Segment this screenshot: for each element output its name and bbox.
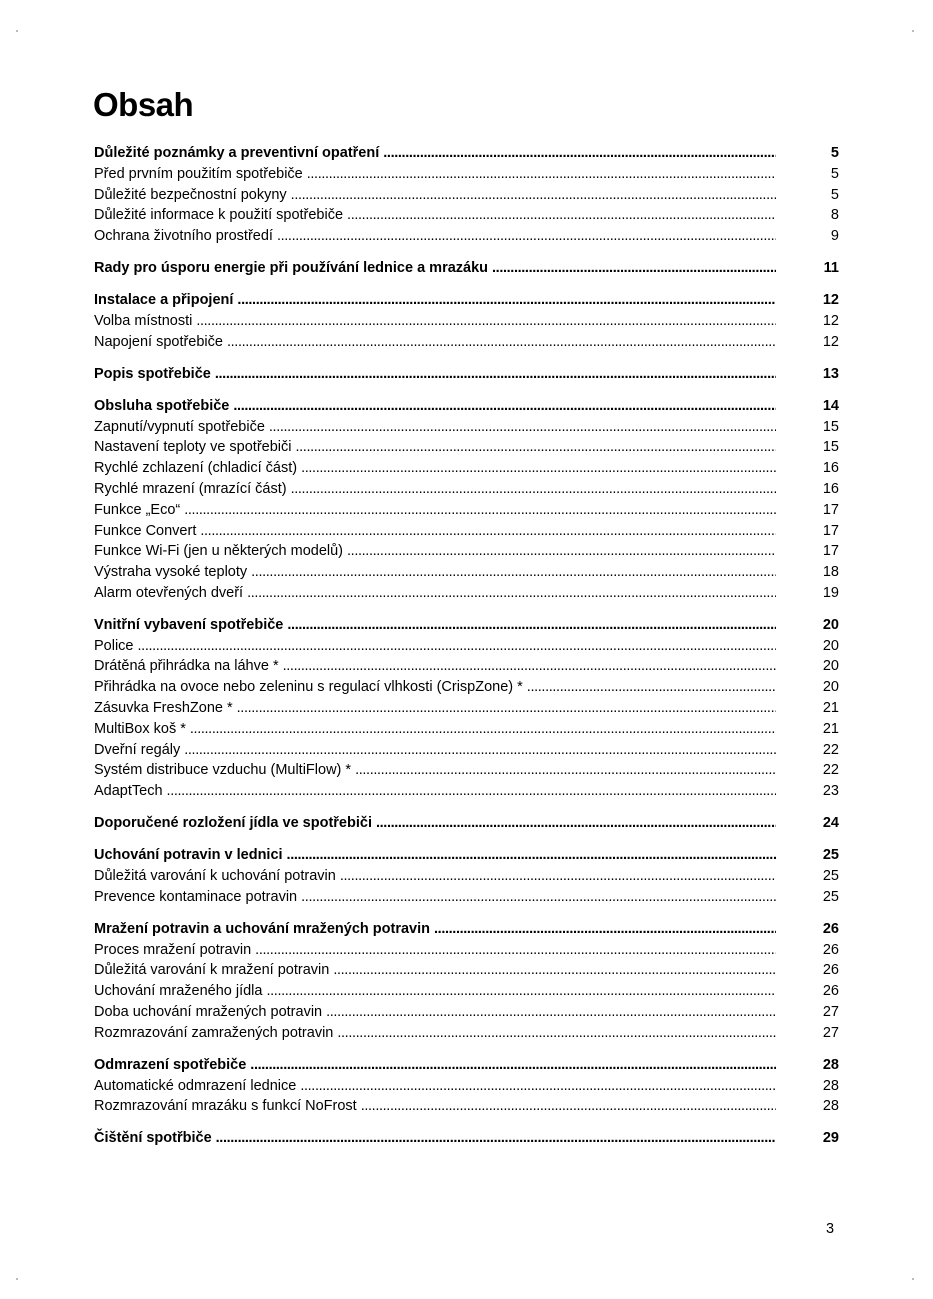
entry-page: 15: [822, 439, 839, 456]
toc-entry[interactable]: [94, 164, 839, 185]
toc-section: [94, 615, 839, 802]
entry-title: Doporučené rozložení jídla ve spotřebiči: [94, 815, 372, 832]
entry-page: 20: [822, 616, 839, 633]
dot-leader: [492, 258, 776, 279]
entry-title: Čištění spotřbiče: [94, 1130, 212, 1147]
entry-title: Uchování mraženého jídla: [94, 983, 263, 1000]
toc-chapter[interactable]: [94, 813, 839, 834]
entry-page: 15: [822, 418, 839, 435]
toc-entry[interactable]: [94, 437, 839, 458]
toc-entry[interactable]: [94, 866, 839, 887]
entry-page: 22: [822, 741, 839, 758]
toc-entry[interactable]: [94, 1096, 839, 1117]
dot-leader: [277, 226, 776, 247]
toc-section: [94, 845, 839, 907]
dot-leader: [283, 656, 776, 677]
entry-page: 26: [822, 962, 839, 979]
entry-title: MultiBox koš *: [94, 720, 186, 737]
dot-leader: [376, 813, 776, 834]
entry-page: 22: [822, 762, 839, 779]
toc-section: [94, 396, 839, 604]
toc-chapter[interactable]: [94, 1128, 839, 1149]
toc-section: [94, 290, 839, 352]
entry-title: Před prvním použitím spotřebiče: [94, 165, 303, 182]
entry-title: Rozmrazování zamražených potravin: [94, 1024, 334, 1041]
entry-title: Funkce Wi-Fi (jen u některých modelů): [94, 543, 343, 560]
entry-title: Důležité bezpečnostní pokyny: [94, 186, 287, 203]
toc-chapter[interactable]: [94, 919, 839, 940]
toc-entry[interactable]: [94, 500, 839, 521]
toc-entry[interactable]: [94, 940, 839, 961]
toc-entry[interactable]: [94, 698, 839, 719]
dot-leader: [527, 677, 776, 698]
entry-page: 28: [822, 1056, 839, 1073]
toc-section: [94, 364, 839, 385]
toc-entry[interactable]: [94, 1076, 839, 1097]
toc-chapter[interactable]: [94, 615, 839, 636]
crop-mark: [912, 1278, 914, 1280]
toc-section: [94, 1055, 839, 1117]
toc-entry[interactable]: [94, 677, 839, 698]
dot-leader: [355, 760, 776, 781]
toc-entry[interactable]: [94, 781, 839, 802]
dot-leader: [237, 698, 776, 719]
toc-entry[interactable]: [94, 417, 839, 438]
entry-page: 25: [822, 868, 839, 885]
dot-leader: [237, 290, 776, 311]
entry-page: 14: [822, 397, 839, 414]
entry-page: 26: [822, 920, 839, 937]
entry-page: 18: [822, 564, 839, 581]
entry-title: AdaptTech: [94, 783, 163, 800]
dot-leader: [190, 719, 776, 740]
entry-title: Alarm otevřených dveří: [94, 584, 244, 601]
toc-chapter[interactable]: [94, 258, 839, 279]
entry-title: Zapnutí/vypnutí spotřebiče: [94, 418, 265, 435]
entry-title: Zásuvka FreshZone *: [94, 700, 233, 717]
toc-entry[interactable]: [94, 185, 839, 206]
entry-page: 12: [822, 312, 839, 329]
entry-title: Nastavení teploty ve spotřebiči: [94, 439, 292, 456]
dot-leader: [200, 521, 776, 542]
entry-title: Odmrazení spotřebiče: [94, 1056, 247, 1073]
entry-page: 26: [822, 941, 839, 958]
toc-entry[interactable]: [94, 562, 839, 583]
entry-title: Vnitřní vybavení spotřebiče: [94, 616, 284, 633]
entry-page: 28: [822, 1077, 839, 1094]
dot-leader: [216, 1128, 776, 1149]
toc-entry[interactable]: [94, 1002, 839, 1023]
entry-title: Důležité informace k použití spotřebiče: [94, 207, 344, 224]
dot-leader: [291, 185, 776, 206]
entry-page: 20: [822, 679, 839, 696]
dot-leader: [287, 845, 776, 866]
toc-entry[interactable]: [94, 960, 839, 981]
dot-leader: [307, 164, 776, 185]
entry-page: 25: [822, 888, 839, 905]
toc-entry[interactable]: [94, 887, 839, 908]
entry-page: 21: [822, 720, 839, 737]
toc-chapter[interactable]: [94, 1055, 839, 1076]
dot-leader: [215, 364, 776, 385]
entry-page: 12: [822, 333, 839, 350]
dot-leader: [347, 541, 776, 562]
entry-title: Ochrana životního prostředí: [94, 228, 273, 245]
dot-leader: [333, 960, 776, 981]
toc-entry[interactable]: [94, 311, 839, 332]
entry-page: 16: [822, 460, 839, 477]
toc-section: [94, 919, 839, 1044]
toc-entry[interactable]: [94, 541, 839, 562]
dot-leader: [295, 437, 776, 458]
entry-title: Důležitá varování k uchování potravin: [94, 868, 336, 885]
dot-leader: [340, 866, 776, 887]
dot-leader: [301, 887, 776, 908]
toc-entry[interactable]: [94, 583, 839, 604]
entry-title: Systém distribuce vzduchu (MultiFlow) *: [94, 762, 352, 779]
dot-leader: [291, 479, 776, 500]
crop-mark: [16, 30, 18, 32]
entry-page: 17: [822, 501, 839, 518]
entry-page: 19: [822, 584, 839, 601]
toc-entry[interactable]: [94, 205, 839, 226]
dot-leader: [269, 417, 776, 438]
toc-entry[interactable]: [94, 656, 839, 677]
page-title: Obsah: [93, 86, 194, 123]
toc-section: [94, 258, 839, 279]
toc-section: [94, 1128, 839, 1149]
entry-title: Dveřní regály: [94, 741, 181, 758]
dot-leader: [255, 940, 776, 961]
entry-title: Obsluha spotřebiče: [94, 397, 230, 414]
entry-page: 9: [830, 228, 839, 245]
dot-leader: [167, 781, 776, 802]
entry-page: 8: [830, 207, 839, 224]
entry-title: Automatické odmrazení lednice: [94, 1077, 297, 1094]
entry-title: Napojení spotřebiče: [94, 333, 223, 350]
entry-page: 16: [822, 480, 839, 497]
entry-title: Přihrádka na ovoce nebo zeleninu s regulací vlhkosti (CrispZone) *: [94, 679, 523, 696]
entry-title: Popis spotřebiče: [94, 365, 211, 382]
entry-title: Funkce Convert: [94, 522, 197, 539]
entry-page: 23: [822, 783, 839, 800]
toc-section: [94, 143, 839, 247]
dot-leader: [251, 562, 776, 583]
toc-entry[interactable]: [94, 740, 839, 761]
toc-chapter[interactable]: [94, 396, 839, 417]
entry-title: Police: [94, 637, 134, 654]
entry-page: 17: [822, 543, 839, 560]
entry-title: Rozmrazování mrazáku s funkcí NoFrost: [94, 1098, 357, 1115]
toc-entry[interactable]: [94, 760, 839, 781]
toc-entry[interactable]: [94, 981, 839, 1002]
table-of-contents: [94, 143, 839, 1160]
dot-leader: [184, 500, 776, 521]
entry-title: Rychlé zchlazení (chladicí část): [94, 460, 298, 477]
entry-page: 5: [830, 186, 839, 203]
entry-page: 12: [822, 292, 839, 309]
dot-leader: [250, 1055, 776, 1076]
page-number: 3: [826, 1221, 835, 1237]
entry-page: 5: [830, 145, 839, 161]
entry-page: 26: [822, 983, 839, 1000]
toc-chapter[interactable]: [94, 845, 839, 866]
toc-entry[interactable]: [94, 1023, 839, 1044]
entry-title: Funkce „Eco“: [94, 501, 181, 518]
entry-title: Proces mražení potravin: [94, 941, 252, 958]
dot-leader: [227, 332, 776, 353]
entry-page: 27: [822, 1024, 839, 1041]
toc-chapter[interactable]: [94, 143, 839, 164]
entry-page: 5: [830, 165, 839, 182]
entry-title: Uchování potravin v lednici: [94, 847, 283, 864]
dot-leader: [247, 583, 776, 604]
entry-page: 17: [822, 522, 839, 539]
entry-page: 20: [822, 658, 839, 675]
entry-title: Důležitá varování k mražení potravin: [94, 962, 330, 979]
toc-section: [94, 813, 839, 834]
entry-page: 27: [822, 1003, 839, 1020]
dot-leader: [383, 143, 776, 164]
toc-entry[interactable]: [94, 719, 839, 740]
entry-title: Mražení potravin a uchování mražených potravin: [94, 920, 430, 937]
dot-leader: [184, 740, 776, 761]
dot-leader: [301, 458, 776, 479]
crop-mark: [912, 30, 914, 32]
toc-chapter[interactable]: [94, 290, 839, 311]
entry-page: 25: [822, 847, 839, 864]
dot-leader: [266, 981, 776, 1002]
toc-entry[interactable]: [94, 226, 839, 247]
dot-leader: [233, 396, 776, 417]
entry-title: Doba uchování mražených potravin: [94, 1003, 323, 1020]
entry-title: Volba místnosti: [94, 312, 193, 329]
dot-leader: [434, 919, 776, 940]
toc-entry[interactable]: [94, 332, 839, 353]
crop-mark: [16, 1278, 18, 1280]
dot-leader: [326, 1002, 776, 1023]
dot-leader: [196, 311, 776, 332]
entry-page: 20: [822, 637, 839, 654]
toc-entry[interactable]: [94, 479, 839, 500]
entry-title: Prevence kontaminace potravin: [94, 888, 298, 905]
toc-entry[interactable]: [94, 521, 839, 542]
entry-page: 24: [822, 815, 839, 832]
dot-leader: [361, 1096, 776, 1117]
toc-chapter[interactable]: [94, 364, 839, 385]
toc-entry[interactable]: [94, 458, 839, 479]
entry-page: 29: [822, 1130, 839, 1147]
entry-title: Důležité poznámky a preventivní opatření: [94, 145, 380, 161]
entry-page: 11: [823, 260, 839, 277]
entry-title: Instalace a připojení: [94, 292, 234, 309]
toc-entry[interactable]: [94, 636, 839, 657]
entry-page: 21: [822, 700, 839, 717]
entry-title: Rady pro úsporu energie při používání lednice a mrazáku: [94, 260, 489, 277]
dot-leader: [347, 205, 776, 226]
entry-title: Rychlé mrazení (mrazící část): [94, 480, 287, 497]
entry-title: Výstraha vysoké teploty: [94, 564, 248, 581]
dot-leader: [337, 1023, 776, 1044]
dot-leader: [138, 636, 777, 657]
entry-title: Drátěná přihrádka na láhve *: [94, 658, 279, 675]
entry-page: 28: [822, 1098, 839, 1115]
dot-leader: [300, 1076, 776, 1097]
entry-page: 13: [822, 365, 839, 382]
dot-leader: [287, 615, 776, 636]
